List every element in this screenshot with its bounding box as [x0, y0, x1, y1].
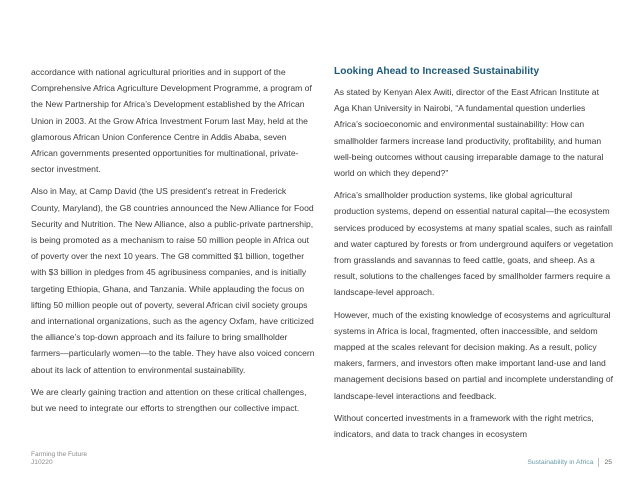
footer-publication — [31, 451, 87, 467]
left-paragraph-2: Also in May, at Camp David (the US president’s retreat in Frederick County, Maryland), the G8 countries announced the New Alliance for Food Security and Nutrition. The New Alliance, also a public-private partnership, is being promoted as a mechanism to raise 50 million people in Africa out of poverty over the next 10 years. The G8 committed $1 billion, together with $3 billion in pledges from 45 agribusiness companies, and is initially targeting Ethiopia, Ghana, and Tanzania. While applauding the focus on lifting 50 million people out of poverty, several African civil society groups and international organizations, such as the agency Oxfam, have criticized the alliance’s top-down approach and its failure to bring smallholder farmers—particularly women—to the table. They have also voiced concern about its lack of attention to environmental sustainability. — [31, 186, 315, 375]
right-paragraph-3: However, much of the existing knowledge of ecosystems and agricultural systems in Africa is local, fragmented, often inaccessible, and seldom mapped at the scales relevant for decision making. As a result, policy makers, farmers, and investors often make important land-use and land management decisions based on partial and incomplete understanding of landscape-level interactions and feedback. — [334, 309, 614, 401]
page-separator — [598, 458, 599, 467]
section-heading: Looking Ahead to Increased Sustainability — [334, 66, 540, 77]
publication-title: Farming the Future — [31, 451, 88, 458]
right-paragraph-2: Africa’s smallholder production systems, like global agricultural production systems, depend on essential natural capital—the ecosystem services produced by ecosystems at many spatial scales, such as rainfall and water captured by forests or from underground aquifers or vegetation from grasslands and savannas to feed cattle, goats, and sheep. As a result, solutions to the challenges faced by smallholder farmers require a landscape-level approach. — [334, 190, 613, 298]
publication-code: J10220 — [31, 459, 53, 466]
right-paragraph-1: As stated by Kenyan Alex Awiti, director of the East African Institute at Aga Khan University in Nairobi, “A fundamental question underlies Africa’s socioeconomic and environmental sustainability: How can smallholder farmers increase land productivity, profitability, and human well-being outcomes without causing irreparable damage to the natural world on which they depend?” — [334, 87, 604, 179]
right-column — [334, 64, 614, 448]
page-number: 25 — [604, 459, 612, 466]
footer-pagination — [527, 458, 612, 467]
left-paragraph-3: We are clearly gaining traction and attention on these critical challenges, but we need to integrate our efforts to strengthen our collective impact. — [31, 386, 307, 414]
section-name: Sustainability in Africa — [527, 459, 594, 466]
left-paragraph-1: accordance with national agricultural priorities and in support of the Comprehensive Africa Agriculture Development Programme, a program of the New Partnership for Africa’s Development established by the African Union in 2003. At the Grow Africa Investment Forum last May, held at the glamorous African Union Conference Centre in Addis Ababa, seven African governments presented opportunities for multinational, private-sector investment. — [31, 67, 312, 175]
left-column — [31, 64, 315, 422]
right-paragraph-4: Without concerted investments in a framework with the right metrics, indicators, and data to track changes in ecosystem — [334, 412, 594, 440]
